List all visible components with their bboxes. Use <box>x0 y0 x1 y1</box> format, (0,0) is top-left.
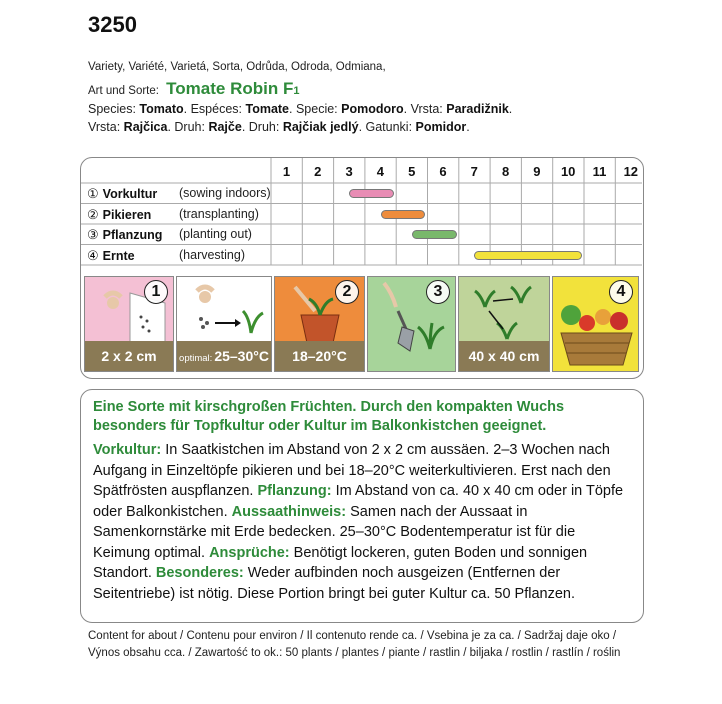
species-label: . Druh: <box>241 120 283 134</box>
calendar-row-pikieren <box>87 206 259 223</box>
section-text: Weder aufbinden noch ausgeizen (Entfernen der Seitentriebe) ist nötig. Diese Portion bringt bei guter Kultur ca. 50 Pflanzen. <box>93 565 575 602</box>
month-label: 7 <box>470 164 478 179</box>
step-number: ② <box>87 206 99 222</box>
species-label: . Specie: <box>289 102 342 116</box>
step-germination-picture <box>176 276 272 372</box>
calendar-bar-pikieren <box>381 210 426 219</box>
species-value: Pomidor <box>415 120 467 134</box>
month-label: 2 <box>314 164 322 179</box>
month-label: 1 <box>282 164 291 179</box>
step-badge-1: 1 <box>144 280 168 304</box>
variety-name-line <box>88 79 299 99</box>
section-heading: Vorkultur: <box>93 442 162 458</box>
month-label: 12 <box>623 164 639 179</box>
activity-name: Vorkultur <box>102 187 158 201</box>
section-text: Im Abstand von ca. 40 x 40 cm oder in Töpfe oder Balkonkistchen. <box>93 483 624 520</box>
activity-description: (transplanting) <box>179 206 259 221</box>
species-label: . Vrsta: <box>403 102 447 116</box>
activity-name: Pflanzung <box>102 228 163 242</box>
calendar-bar-ernte <box>474 251 582 260</box>
step-number: ④ <box>87 247 99 263</box>
species-label: . Espéces: <box>183 102 246 116</box>
germination-icon <box>177 277 272 343</box>
section-text: In Saatkistchen im Abstand von 2 x 2 cm aussäen. 2–3 Wochen nach Aufgang in Einzeltöpfe pikieren und bei 18–20°C weiterkultivieren. Erst nach den Spätfrösten auspflanzen. <box>93 442 611 499</box>
section-heading: Pflanzung: <box>257 483 332 499</box>
section-heading: Aussaathinweis: <box>231 503 347 520</box>
activity-description: (planting out) <box>179 227 252 241</box>
step-number: ① <box>87 186 99 201</box>
calendar-panel <box>80 157 644 379</box>
calendar-bar-vorkultur <box>349 189 394 198</box>
description-body <box>93 440 633 604</box>
description-box <box>80 389 644 623</box>
footer-line-1: Content for about / Contenu pour environ / Il contenuto rende ca. / Vsebina je za ca. / Sadržaj daje oko / <box>88 630 617 642</box>
activity-name: Pikieren <box>102 207 152 222</box>
species-line-2 <box>88 120 470 134</box>
activity-description: (sowing indoors) <box>179 186 271 200</box>
month-label: 4 <box>376 164 384 179</box>
step-sowing-picture <box>84 276 174 372</box>
section-heading: Besonderes: <box>155 565 244 581</box>
step-caption-1b: optimal: 25–30°C <box>177 341 271 371</box>
species-value: Paradižnik <box>446 102 509 116</box>
species-value: Tomato <box>139 102 184 116</box>
step-transplant-picture <box>274 276 365 372</box>
art-label: Art und Sorte: <box>88 85 159 97</box>
species-value: Rajčica <box>123 120 168 134</box>
species-label: . <box>508 102 513 116</box>
month-label: 5 <box>408 164 416 179</box>
month-label: 10 <box>560 164 576 179</box>
description-intro: Eine Sorte mit kirschgroßen Früchten. Durch den kompakten Wuchs besonders für Topfkultur oder Kultur im Balkonkistchen geeignet. <box>93 399 565 434</box>
variety-title: Tomate Robin F1 <box>166 79 300 98</box>
calendar-row-pflanzung <box>87 227 252 243</box>
species-label: . Gatunki: <box>358 120 416 134</box>
month-label: 3 <box>345 164 353 179</box>
step-illustrations <box>84 276 639 372</box>
species-value: Rajče <box>208 120 242 134</box>
step-badge-4: 4 <box>609 280 633 304</box>
step-badge-3: 3 <box>426 280 450 304</box>
footer-line-2: Výnos obsahu cca. / Zawartość to ok.: 50 plants / plantes / piante / rastlin / biljaka / rostlin / rastlín / roślin <box>88 647 621 659</box>
activity-description: (harvesting) <box>179 247 245 262</box>
month-label: 6 <box>439 164 447 179</box>
month-label: 8 <box>501 164 510 179</box>
product-code: 3250 <box>88 12 137 37</box>
step-harvest-picture <box>552 276 639 372</box>
step-caption-3b: 40 x 40 cm <box>459 341 549 371</box>
species-label: . <box>466 120 470 134</box>
section-heading: Ansprüche: <box>209 544 290 561</box>
step-spacing-picture <box>458 276 550 372</box>
plant-spacing-icon <box>459 277 550 343</box>
month-label: 9 <box>533 164 541 179</box>
calendar-row-ernte <box>87 247 245 264</box>
month-label: 11 <box>592 164 607 179</box>
species-value: Tomate <box>245 102 290 116</box>
calendar-row-vorkultur <box>87 186 271 202</box>
species-label: Species: <box>88 102 140 116</box>
step-caption-1: 2 x 2 cm <box>85 341 173 371</box>
calendar-bar-pflanzung <box>412 230 457 239</box>
species-label: . Druh: <box>167 120 209 134</box>
activity-name: Ernte <box>102 248 135 263</box>
species-value: Rajčiak jedlý <box>282 120 359 134</box>
section-text: Benötigt lockeren, guten Boden und sonnigen Standort. <box>93 544 588 581</box>
step-badge-2: 2 <box>335 280 359 304</box>
section-text: Samen nach der Aussaat in Samenkornstärke mit Erde bedecken. 25–30°C Bodentemperatur ist für die Keimung optimal. <box>93 503 576 561</box>
species-line-1 <box>88 102 512 116</box>
species-label: Vrsta: <box>88 120 124 134</box>
variety-label-line: Variety, Variété, Varietá, Sorta, Odrůda, Odroda, Odmiana, <box>88 61 386 73</box>
step-planting-picture <box>367 276 456 372</box>
step-caption-2: 18–20°C <box>275 341 364 371</box>
step-number: ③ <box>87 227 99 242</box>
content-footer <box>88 628 648 662</box>
species-value: Pomodoro <box>341 102 404 116</box>
